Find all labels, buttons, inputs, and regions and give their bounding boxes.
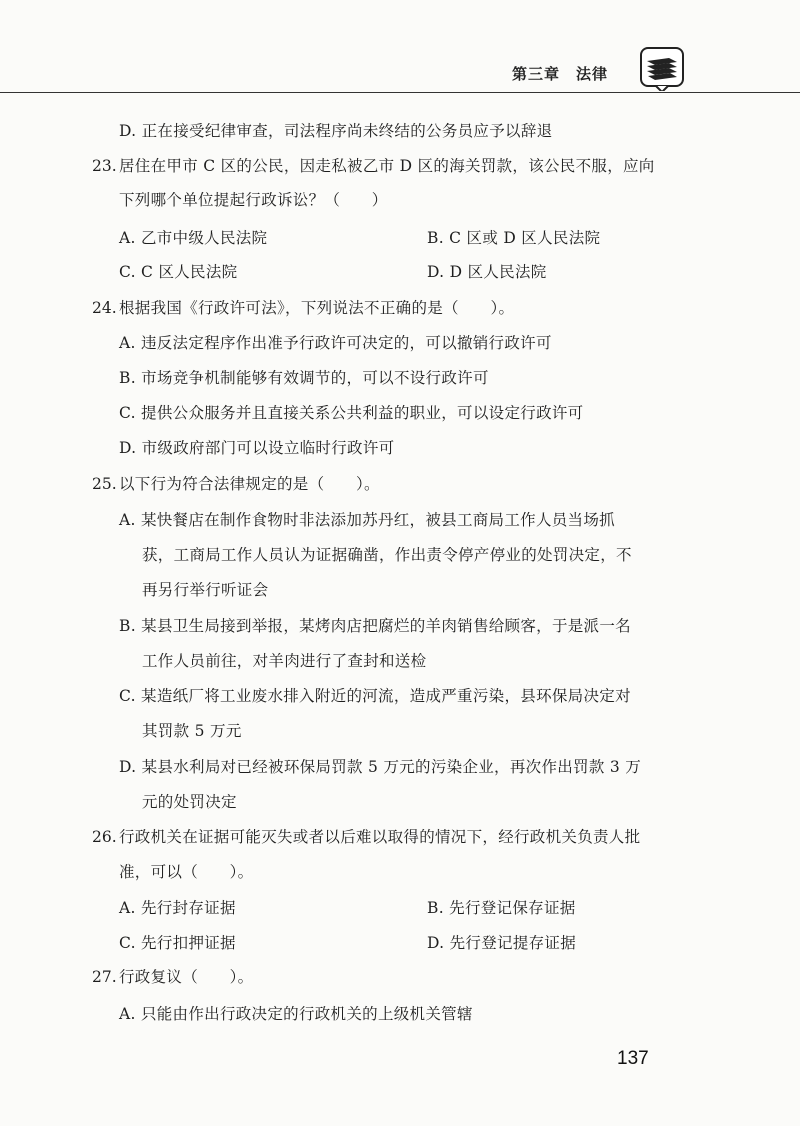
q25-option-a-line-3: 再另行举行听证会: [142, 581, 269, 599]
chapter-title: 第三章 法律: [512, 65, 609, 83]
q24-option-c: C. 提供公众服务并且直接关系公共利益的职业，可以设定行政许可: [119, 404, 584, 422]
q24-stem: 根据我国《行政许可法》，下列说法不正确的是（ ）。: [119, 299, 515, 317]
q24-option-d: D. 市级政府部门可以设立临时行政许可: [119, 439, 395, 457]
q26-option-d: D. 先行登记提存证据: [427, 934, 577, 952]
header-rule: [0, 92, 800, 93]
book-stack-icon: [640, 47, 684, 91]
q26-stem-line-2: 准，可以（ ）。: [119, 863, 254, 881]
q24-option-b: B. 市场竞争机制能够有效调节的，可以不设行政许可: [119, 369, 489, 387]
q23-stem-line-2: 下列哪个单位提起行政诉讼？（ ）: [119, 191, 388, 209]
q23-option-a: A. 乙市中级人民法院: [119, 229, 268, 247]
q23-number: 23.: [92, 157, 117, 175]
q23-option-c: C. C 区人民法院: [119, 263, 238, 281]
q24-number: 24.: [92, 299, 117, 317]
q27-stem: 行政复议（ ）。: [119, 968, 254, 986]
q25-number: 25.: [92, 475, 117, 493]
q25-option-b-line-1: B. 某县卫生局接到举报，某烤肉店把腐烂的羊肉销售给顾客，于是派一名: [119, 617, 631, 635]
q22-option-d: D. 正在接受纪律审查，司法程序尚未终结的公务员应予以辞退: [119, 122, 553, 140]
page-number: 137: [617, 1048, 649, 1069]
q25-option-a-line-1: A. 某快餐店在制作食物时非法添加苏丹红，被县工商局工作人员当场抓: [119, 511, 615, 529]
q27-number: 27.: [92, 968, 117, 986]
q25-option-a-line-2: 获，工商局工作人员认为证据确凿，作出责令停产停业的处罚决定，不: [142, 546, 632, 564]
q25-option-c-line-2: 其罚款 5 万元: [142, 722, 242, 740]
q25-option-b-line-2: 工作人员前往，对羊肉进行了查封和送检: [142, 652, 427, 670]
q27-option-a: A. 只能由作出行政决定的行政机关的上级机关管辖: [119, 1005, 473, 1023]
q23-option-b: B. C 区或 D 区人民法院: [427, 229, 601, 247]
q25-option-d-line-1: D. 某县水利局对已经被环保局罚款 5 万元的污染企业，再次作出罚款 3 万: [119, 758, 642, 776]
q26-option-b: B. 先行登记保存证据: [427, 899, 576, 917]
q26-option-a: A. 先行封存证据: [119, 899, 236, 917]
q23-option-d: D. D 区人民法院: [427, 263, 547, 281]
q26-number: 26.: [92, 828, 117, 846]
q24-option-a: A. 违反法定程序作出准予行政许可决定的，可以撤销行政许可: [119, 334, 552, 352]
q26-stem-line-1: 行政机关在证据可能灭失或者以后难以取得的情况下，经行政机关负责人批: [119, 828, 641, 846]
q25-option-c-line-1: C. 某造纸厂将工业废水排入附近的河流，造成严重污染，县环保局决定对: [119, 687, 631, 705]
q23-stem-line-1: 居住在甲市 C 区的公民，因走私被乙市 D 区的海关罚款，该公民不服，应向: [119, 157, 655, 175]
q26-option-c: C. 先行扣押证据: [119, 934, 236, 952]
q25-stem: 以下行为符合法律规定的是（ ）。: [119, 475, 380, 493]
q25-option-d-line-2: 元的处罚决定: [142, 793, 237, 811]
